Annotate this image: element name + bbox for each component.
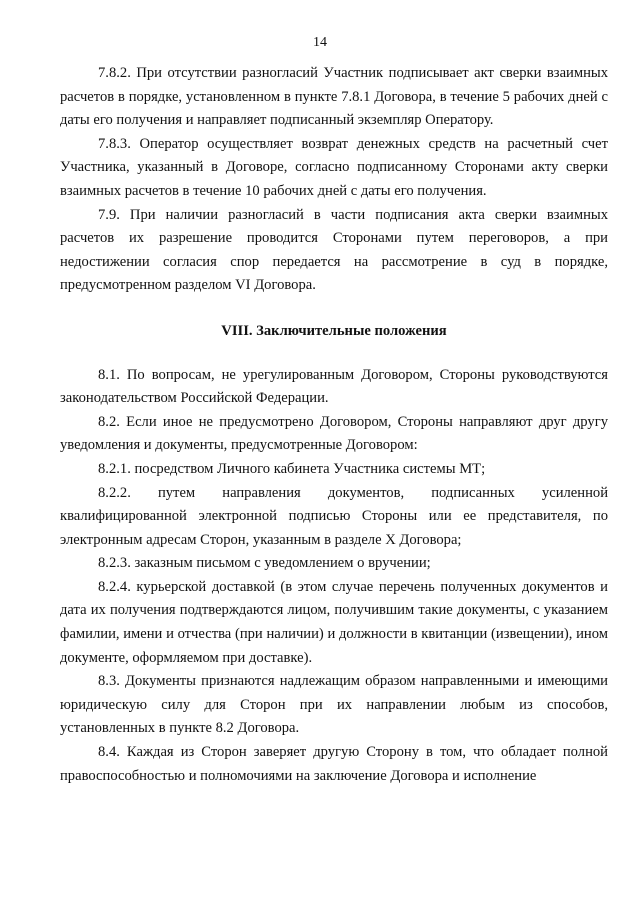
- paragraph-8-2-1: 8.2.1. посредством Личного кабинета Участника системы МТ;: [98, 460, 486, 477]
- paragraph-7-9: 7.9. При наличии разногласий в части подписания акта сверки взаимных расчетов их разрешение проводится Сторонами путем переговоров, а при недостижении согласия спор передается на рассмотрение в суд в порядке, предусмотренном разделом VI Договора.: [60, 206, 608, 294]
- section-heading: VIII. Заключительные положения: [221, 322, 447, 339]
- document-body: [60, 62, 608, 788]
- paragraph-8-1: 8.1. По вопросам, не урегулированным Договором, Стороны руководствуются законодательством Российской Федерации.: [60, 366, 608, 407]
- paragraph-7-8-2: 7.8.2. При отсутствии разногласий Участник подписывает акт сверки взаимных расчетов в порядке, установленном в пункте 7.8.1 Договора, в течение 5 рабочих дней с даты его получения и направляет подписанный экземпляр Оператору.: [60, 65, 608, 129]
- paragraph-8-3: 8.3. Документы признаются надлежащим образом направленными и имеющими юридическую силу для Сторон при их направлении любым из способов, установленных в пункте 8.2 Договора.: [60, 673, 608, 737]
- paragraph-8-2-2: 8.2.2. путем направления документов, подписанных усиленной квалифицированной электронной подписью Стороны или ее представителя, по электронным адресам Сторон, указанным в разделе X Договора;: [60, 484, 608, 548]
- paragraph-8-4: 8.4. Каждая из Сторон заверяет другую Сторону в том, что обладает полной правоспособностью и полномочиями на заключение Договора и исполнение: [60, 744, 608, 784]
- paragraph-8-2: 8.2. Если иное не предусмотрено Договором, Стороны направляют друг другу уведомления и документы, предусмотренные Договором:: [60, 413, 608, 454]
- paragraph-8-2-4: 8.2.4. курьерской доставкой (в этом случае перечень полученных документов и дата их получения подтверждаются лицом, получившим такие документы, с указанием фамилии, имени и отчества (при наличии) и должности в квитанции (извещении), ином документе, оформляемом при доставке).: [60, 578, 608, 666]
- page-number: 14: [313, 35, 327, 50]
- paragraph-7-8-3: 7.8.3. Оператор осуществляет возврат денежных средств на расчетный счет Участника, указанный в Договоре, согласно подписанному Сторонами акту сверки взаимных расчетов в течение 10 рабочих дней с даты его получения.: [60, 135, 608, 199]
- paragraph-8-2-3: 8.2.3. заказным письмом с уведомлением о вручении;: [98, 555, 431, 572]
